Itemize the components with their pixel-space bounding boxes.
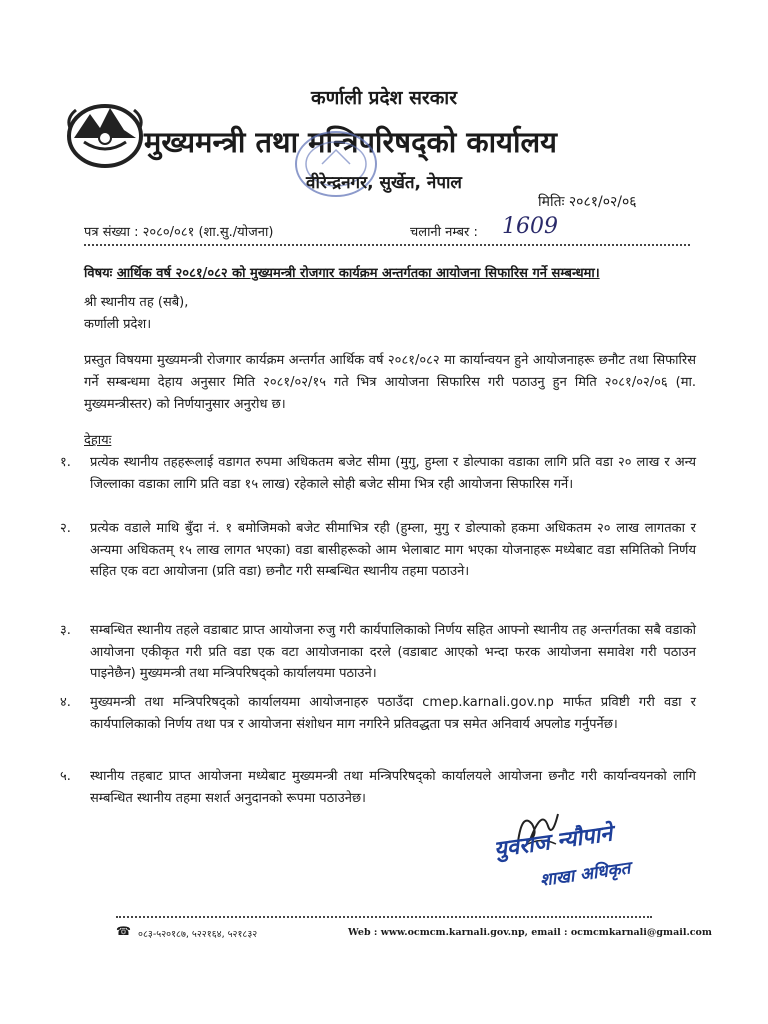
- footer-phone-numbers: ०८३-५२०१८७, ५२२१६४, ५२१८३२: [138, 929, 258, 940]
- list-item-text: मुख्यमन्त्री तथा मन्त्रिपरिषद्को कार्यालयमा आयोजनाहरु पठाउँदा cmep.karnali.gov.np मार्फत प्रविष्टी गरी वडा र कार्यपालिकाको निर्णय तथा पत्र र आयोजना संशोधन माग नगरिने प्रतिवद्धता पत्र समेत अनिवार्य अपलोड गर्नुपर्नेछ।: [90, 695, 696, 732]
- list-item-text: सम्बन्धित स्थानीय तहले वडाबाट प्राप्त आयोजना रुजु गरी कार्यपालिकाको निर्णय सहित आफ्नो स्थानीय तह अन्तर्गतका सबै वडाको आयोजना एकीकृत गरी प्रति वडा एक वटा आयोजनाका दरले (वडाबाट आएको भन्दा फरक आयोजना समावेश गरी पठाउन पाइनेछैन) मुख्यमन्त्री तथा मन्त्रिपरिषद्को कार्यालयमा पठाउने।: [90, 623, 696, 681]
- dispatch-number-label: चलानी नम्बर :: [410, 225, 478, 240]
- signatory-title-stamp: शाखा अधिकृत: [538, 858, 632, 891]
- addressee-line-2: कर्णाली प्रदेश।: [84, 317, 152, 332]
- office-address: वीरेन्द्रनगर, सुर्खेत, नेपाल: [306, 173, 462, 193]
- footer-web-email[interactable]: [348, 927, 712, 938]
- dispatch-number-handwritten: 1609: [502, 214, 558, 239]
- subject-text: आर्थिक वर्ष २०८१/०८२ को मुख्यमन्त्री रोजगार कार्यक्रम अन्तर्गतका आयोजना सिफारिस गर्ने सम्बन्धमा।: [116, 266, 600, 281]
- telephone-icon: ☎: [116, 924, 131, 938]
- list-item-number: ५.: [60, 769, 71, 784]
- list-item-text: स्थानीय तहबाट प्राप्त आयोजना मध्येबाट मुख्यमन्त्री तथा मन्त्रिपरिषद्को कार्यालयले आयोजना छनौट गरी कार्यान्वयनको लागि सम्बन्धित स्थानीय तहमा सशर्त अनुदानको रूपमा पठाउनेछ।: [90, 769, 696, 806]
- list-item-text: प्रत्येक स्थानीय तहहरूलाई वडागत रुपमा अधिकतम बजेट सीमा (मुगु, हुम्ला र डोल्पाका वडाका लागि प्रति वडा २० लाख र अन्य जिल्लाका वडाका लागि प्रति वडा १५ लाख) रहेकाले सोही बजेट सीमा भित्र रही आयोजना सिफारिस गर्ने।: [90, 455, 696, 492]
- subject-line: [84, 263, 600, 281]
- list-item: [60, 452, 696, 495]
- list-item: [60, 518, 696, 583]
- addressee-line-1: श्री स्थानीय तह (सबै),: [84, 295, 189, 310]
- government-name: कर्णाली प्रदेश सरकार: [310, 87, 457, 109]
- list-item: [60, 692, 696, 735]
- list-item-number: २.: [60, 521, 71, 536]
- list-item: [60, 620, 696, 685]
- list-heading: देहायः: [84, 433, 112, 448]
- footer-web-link[interactable]: Web : www.ocmcm.karnali.gov.np, email : ocmcmkarnali@gmail.com: [348, 927, 712, 938]
- intro-paragraph: प्रस्तुत विषयमा मुख्यमन्त्री रोजगार कार्यक्रम अन्तर्गत आर्थिक वर्ष २०८१/०८२ मा कार्यान्वयन हुने आयोजनाहरू छनौट तथा सिफारिस गर्ने सम्बन्धमा देहाय अनुसार मिति २०८१/०२/१५ गते भित्र आयोजना सिफारिस गरी पठाउनु हुन मिति २०८१/०२/०६ (मा. मुख्यमन्त्रीस्तर) को निर्णयानुसार अनुरोध छ।: [84, 353, 696, 412]
- letter-date: मितिः २०८१/०२/०६: [538, 194, 637, 210]
- reference-divider: [84, 244, 690, 246]
- footer-divider: [116, 916, 652, 918]
- nepal-emblem-icon: [64, 98, 146, 170]
- addressee: [84, 292, 188, 336]
- list-item-number: ३.: [60, 623, 71, 638]
- letter-number: पत्र संख्या : २०८०/०८१ (शा.सु./योजना): [84, 225, 274, 240]
- list-item-text: प्रत्येक वडाले माथि बुँदा नं. १ बमोजिमको बजेट सीमाभित्र रही (हुम्ला, मुगु र डोल्पाको हकमा अधिकतम २० लाख लागतका र अन्यमा अधिकतम् १५ लाख लागत भएका) वडा बासीहरूको आम भेलाबाट माग भएका योजनाहरू मध्येबाट वडा समितिको निर्णय सहित एक वटा आयोजना (प्रति वडा) छनौट गरी सम्बन्धित स्थानीय तहमा पठाउने।: [90, 521, 696, 579]
- list-item: [60, 766, 696, 809]
- list-item-number: १.: [60, 455, 71, 470]
- list-item-number: ४.: [60, 695, 71, 710]
- office-title: मुख्यमन्त्री तथा मन्त्रिपरिषद्को कार्यालय: [144, 125, 557, 159]
- subject-prefix: विषयः: [84, 266, 113, 281]
- signatory-name-stamp: युवराज न्यौपाने: [492, 821, 614, 863]
